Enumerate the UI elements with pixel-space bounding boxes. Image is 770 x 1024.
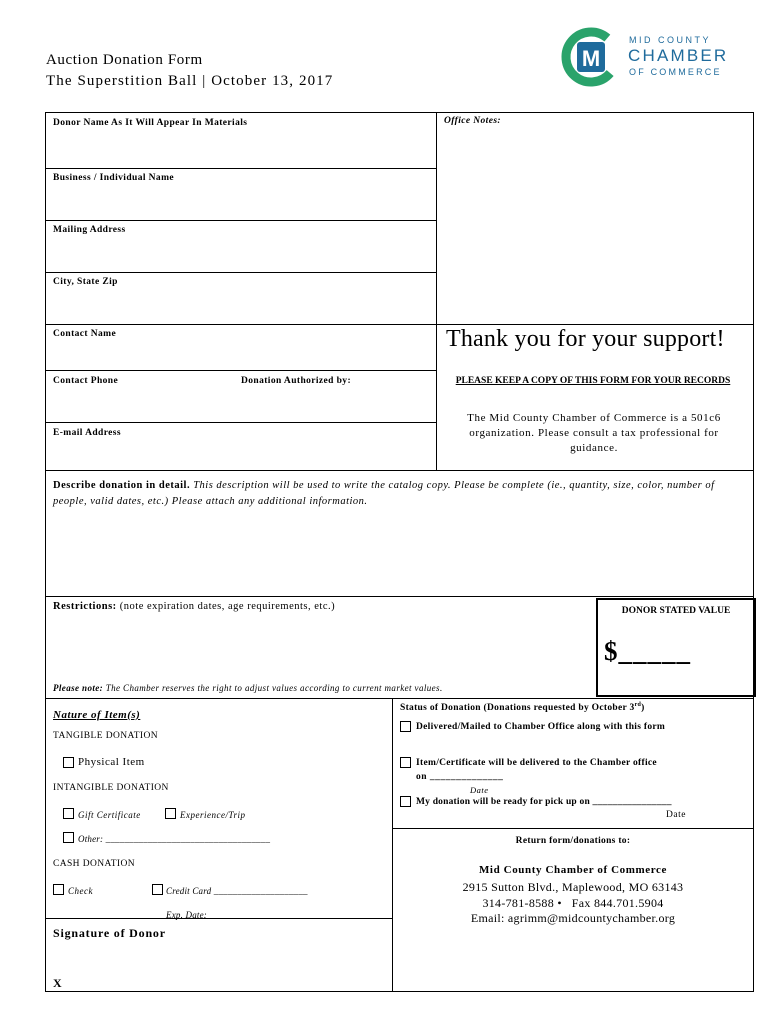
restrictions-text: (note expiration dates, age requirements, etc.): [116, 601, 336, 612]
status-pickup-checkbox[interactable]: [400, 796, 411, 807]
value-note: [53, 683, 443, 693]
gift-certificate-checkbox[interactable]: [63, 808, 74, 819]
restrictions-field[interactable]: [53, 601, 335, 612]
physical-item-label: Physical Item: [78, 756, 145, 768]
status-title: Status of Donation (Donations requested by October 3rd): [400, 702, 645, 714]
keep-copy-notice: PLEASE KEEP A COPY OF THIS FORM FOR YOUR RECORDS: [455, 376, 731, 386]
other-field[interactable]: Other: ___________________________________: [78, 834, 271, 844]
other-checkbox[interactable]: [63, 832, 74, 843]
status-item-delivered-checkbox[interactable]: [400, 757, 411, 768]
donor-stated-value-amount: $_____: [604, 636, 691, 666]
describe-text: This description will be used to write the catalog copy. Please be complete (ie., quantity, size, color, number of people, valid dates, etc.) Please attach any additional information.: [53, 480, 715, 507]
value-note-label: Please note:: [53, 683, 104, 693]
check-checkbox[interactable]: [53, 884, 64, 895]
business-name-field[interactable]: Business / Individual Name: [53, 173, 175, 183]
status-pickup-field[interactable]: My donation will be ready for pick up on ________________: [416, 797, 672, 807]
physical-item-checkbox[interactable]: [63, 757, 74, 768]
status-item-delivered-label: Item/Certificate will be delivered to the Chamber office: [416, 758, 657, 768]
donor-name-field[interactable]: Donor Name As It Will Appear In Materials: [53, 118, 248, 128]
signature-field[interactable]: X: [53, 976, 62, 990]
contact-phone-field[interactable]: Contact Phone: [53, 376, 119, 386]
return-address: 2915 Sutton Blvd., Maplewood, MO 63143: [462, 880, 684, 894]
status-delivered-label: Delivered/Mailed to Chamber Office along with this form: [416, 722, 666, 732]
return-org: Mid County Chamber of Commerce: [478, 864, 668, 876]
check-label: Check: [68, 886, 93, 896]
return-title: Return form/donations to:: [515, 836, 631, 846]
donor-stated-value-label: DONOR STATED VALUE: [621, 606, 731, 616]
return-phone: 314-781-8588 •: [482, 896, 562, 910]
form-border: [45, 112, 754, 992]
status-pickup-date-caption: Date: [666, 810, 686, 820]
mailing-address-field[interactable]: Mailing Address: [53, 225, 126, 235]
nature-title: Nature of Item(s): [53, 709, 141, 721]
logo-line1: MID COUNTY: [629, 35, 711, 45]
return-email[interactable]: Email: agrimm@midcountychamber.org: [470, 911, 676, 925]
logo-line2: CHAMBER: [628, 46, 729, 65]
donor-stated-value-box[interactable]: [596, 598, 756, 697]
return-phone-fax: [392, 896, 754, 911]
status-item-date-field[interactable]: on ______________: [416, 772, 504, 782]
contact-name-field[interactable]: Contact Name: [53, 329, 117, 339]
experience-trip-label: Experience/Trip: [180, 810, 246, 820]
gift-certificate-label: Gift Certificate: [78, 810, 141, 820]
cash-heading: CASH DONATION: [53, 859, 135, 869]
return-fax: Fax 844.701.5904: [571, 896, 664, 910]
form-title: Auction Donation Form: [46, 52, 203, 68]
tangible-heading: TANGIBLE DONATION: [53, 731, 158, 741]
logo-line3: OF COMMERCE: [629, 67, 722, 77]
experience-trip-checkbox[interactable]: [165, 808, 176, 819]
office-notes-field[interactable]: Office Notes:: [444, 116, 501, 126]
email-field[interactable]: E-mail Address: [53, 428, 121, 438]
city-state-zip-field[interactable]: City, State Zip: [53, 277, 118, 287]
chamber-logo: [560, 26, 730, 90]
credit-card-checkbox[interactable]: [152, 884, 163, 895]
intangible-heading: INTANGIBLE DONATION: [53, 783, 169, 793]
credit-card-field[interactable]: Credit Card ____________________: [166, 886, 308, 896]
describe-donation-field[interactable]: [53, 478, 743, 510]
exp-date-field[interactable]: Exp. Date: ___________________: [166, 910, 299, 920]
donation-authorized-field[interactable]: Donation Authorized by:: [241, 376, 352, 386]
value-note-text: The Chamber reserves the right to adjust values according to current market values.: [103, 683, 443, 693]
logo-mark-icon: [560, 26, 622, 88]
status-delivered-checkbox[interactable]: [400, 721, 411, 732]
restrictions-label: Restrictions:: [53, 601, 117, 612]
thank-you-headline: Thank you for your support!: [446, 326, 725, 352]
signature-label: Signature of Donor: [53, 926, 166, 940]
status-date-caption: Date: [470, 785, 489, 795]
svg-text:M: M: [581, 46, 601, 71]
event-subtitle: The Superstition Ball | October 13, 2017: [46, 73, 334, 89]
tax-note: The Mid County Chamber of Commerce is a 501c6 organization. Please consult a tax professional for guidance.: [467, 412, 721, 454]
describe-label: Describe donation in detail.: [53, 480, 191, 491]
